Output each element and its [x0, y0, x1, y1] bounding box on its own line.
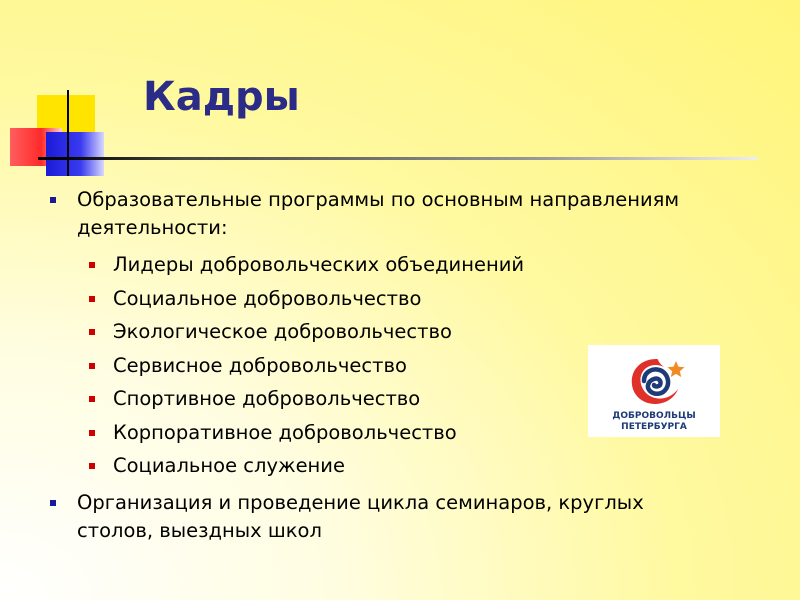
sub-list-item: [77, 282, 710, 316]
decor-blue-square: [46, 132, 104, 176]
logo-text: [588, 411, 720, 433]
volunteers-spiral-star-icon: [626, 351, 686, 409]
square-bullet-icon: [89, 396, 95, 402]
square-bullet-icon: [50, 197, 56, 203]
logo-line-1: ДОБРОВОЛЬЦЫ: [612, 411, 696, 421]
sub-list-item: [77, 449, 710, 483]
title-underline: [38, 157, 758, 160]
square-bullet-icon: [89, 262, 95, 268]
decor-vertical-line: [67, 90, 69, 176]
square-bullet-icon: [89, 363, 95, 369]
sub-list-item-text: Лидеры добровольческих объединений: [113, 253, 525, 276]
sub-list-item: [77, 248, 710, 282]
logo-line-2: ПЕТЕРБУРГА: [621, 422, 687, 432]
volunteers-logo: [588, 345, 720, 437]
sub-list-item-text: Корпоративное добровольчество: [113, 420, 457, 444]
sub-list-item-text: Экологическое добровольчество: [113, 320, 452, 343]
list-item: [50, 186, 710, 483]
sub-list-item-text: Социальное служение: [113, 454, 345, 477]
slide-title: Кадры: [143, 74, 300, 120]
sub-list-item-text: Сервисное добровольчество: [113, 353, 407, 377]
square-bullet-icon: [89, 329, 95, 335]
sub-list-item-text: Социальное добровольчество: [113, 286, 422, 310]
square-bullet-icon: [89, 296, 95, 302]
list-item-text: Образовательные программы по основным направлениям деятельности:: [77, 188, 680, 239]
sub-list-item: [77, 315, 710, 349]
square-bullet-icon: [50, 500, 56, 506]
square-bullet-icon: [89, 430, 95, 436]
sub-list-item-text: Спортивное добровольчество: [113, 387, 421, 410]
square-bullet-icon: [89, 463, 95, 469]
list-item-text: Организация и проведение цикла семинаров, круглых столов, выездных школ: [77, 490, 644, 542]
list-item: [50, 489, 710, 545]
